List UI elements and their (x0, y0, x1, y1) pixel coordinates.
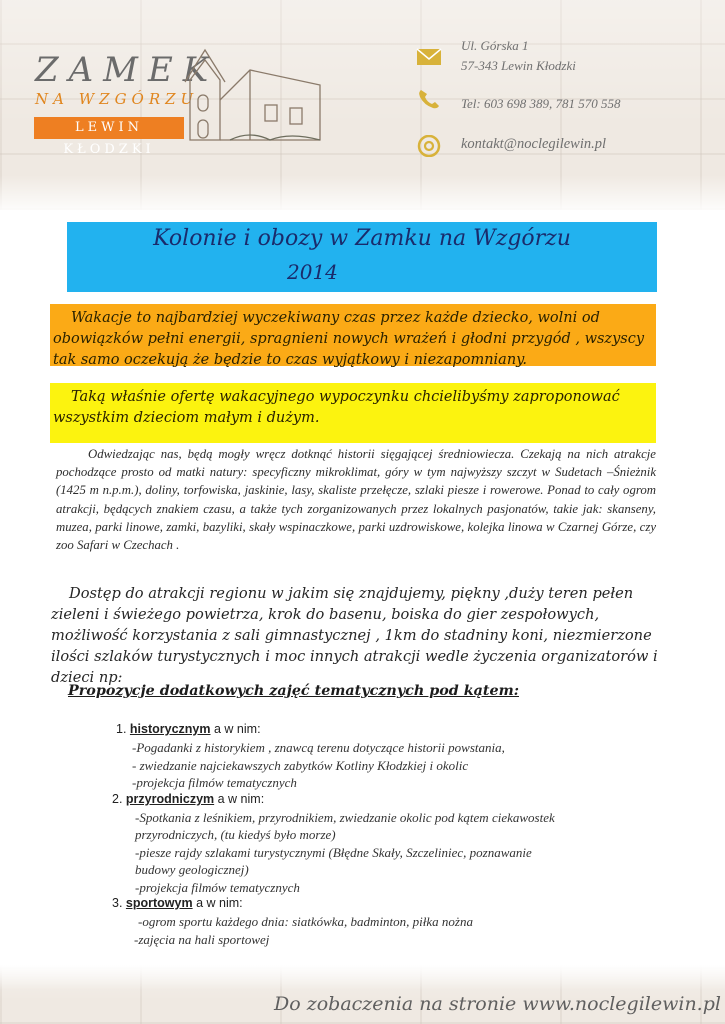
list-subitem: budowy geologicznej) (135, 862, 249, 877)
castle-sketch-icon (170, 40, 330, 150)
envelope-icon (416, 46, 442, 68)
header-fade (0, 175, 725, 215)
logo-city-banner: LEWIN KŁODZKI (34, 117, 184, 139)
list-item-heading: 3. sportowym a w nim: (112, 896, 243, 910)
intro-orange-text: Wakacje to najbardziej wyczekiwany czas przez każde dziecko, wolni od obowiązków pełni energii, spragnieni nowych wrażeń i głodni przygód , wszyscy tak samo oczekują że będzie to czas wyjątkowy i niezapomniany. (53, 310, 645, 368)
visit-paragraph: Odwiedzając nas, będą mogły wręcz dotknąć historii sięgającej średniowiecza. Czekają na nich atrakcje pochodzące prosto od matki natury: specyficzny mikroklimat, góry w tym najwyższy szczyt w Sudetach –Śnieżnik (1425 m n.p.m.), doliny, torfowiska, jaskinie, lasy, skaliste przełęcze, szlaki piesze i rowerowe. Ponad to cały ogrom atrakcji, będących znakiem czasu, a także tych zorganizowanych przez lokalnych pasjonatów, takie jak: skanseny, muzea, parki linowe, zamki, bazyliki, skały wspinaczkowe, parki uzdrowiskowe, kolejka linowa w Czarnej Górze, czy zoo Safari w Czechach . (56, 447, 656, 553)
footer-website-link[interactable]: Do zobaczenia na stronie www.noclegilewin.pl (274, 993, 721, 1015)
list-subitem: -Spotkania z leśnikiem, przyrodnikiem, zwiedzanie okolic pod kątem ciekawostek (135, 810, 555, 825)
intro-orange-box (50, 304, 656, 366)
list-subitem: -piesze rajdy szlakami turystycznymi (Błędne Skały, Szczeliniec, poznawanie (135, 845, 532, 860)
list-subitem: -projekcja filmów tematycznych (132, 775, 297, 790)
access-paragraph: Dostęp do atrakcji regionu w jakim się znajdujemy, piękny ,duży teren pełen zieleni i świeżego powietrza, krok do basenu, boiska do gier zespołowych, możliwość korzystania z sali gimnastycznej , 1km do stadniny koni, niezmierzone ilości szlaków turystycznych i moc innych atrakcji wedle życzenia organizatorów i dzieci np: (51, 585, 658, 686)
email-link[interactable]: kontakt@noclegilewin.pl (461, 136, 607, 152)
title-banner (67, 222, 657, 292)
list-item-heading: 1. historycznym a w nim: (116, 722, 261, 736)
intro-yellow-text: Taką właśnie ofertę wakacyjnego wypoczynku chcielibyśmy zaproponować wszystkim dzieciom małym i dużym. (53, 389, 620, 426)
address-line2: 57-343 Lewin Kłodzki (461, 58, 576, 73)
phone-icon (416, 88, 442, 110)
at-sign-icon (416, 135, 442, 157)
intro-yellow-box (50, 383, 656, 443)
phone-text: Tel: 603 698 389, 781 570 558 (461, 96, 621, 111)
list-item-heading: 2. przyrodniczym a w nim: (112, 792, 265, 806)
list-subitem: -zajęcia na hali sportowej (134, 932, 270, 947)
list-subitem: przyrodniczych, (tu kiedyś było morze) (135, 827, 336, 842)
logo-title: ZAMEK (35, 50, 219, 90)
page-year: 2014 (287, 260, 338, 284)
list-subitem: -projekcja filmów tematycznych (135, 880, 300, 895)
list-subitem: -ogrom sportu każdego dnia: siatkówka, badminton, piłka nożna (138, 914, 473, 929)
logo-subtitle: NA WZGÓRZU (35, 90, 199, 108)
list-subitem: -Pogadanki z historykiem , znawcą terenu dotyczące historii powstania, (132, 740, 505, 755)
proposals-heading: Propozycje dodatkowych zajęć tematycznych pod kątem: (68, 683, 519, 699)
footer-fade (0, 965, 725, 990)
address-line1: Ul. Górska 1 (461, 38, 529, 53)
page-title: Kolonie i obozy w Zamku na Wzgórzu (153, 226, 571, 251)
list-subitem: - zwiedzanie najciekawszych zabytków Kotliny Kłodzkiej i okolic (132, 758, 469, 773)
